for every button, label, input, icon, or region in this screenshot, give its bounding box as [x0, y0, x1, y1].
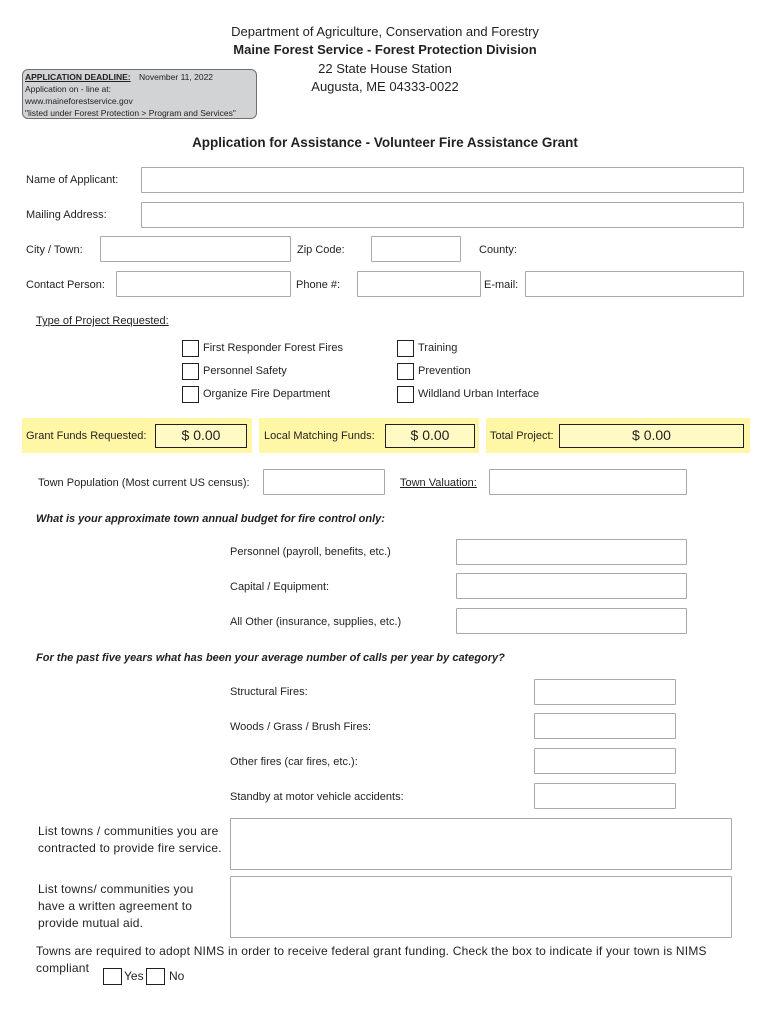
option-personnel-safety: Personnel Safety	[203, 365, 287, 377]
zip-input[interactable]	[371, 236, 461, 262]
local-funds-label: Local Matching Funds:	[264, 430, 375, 442]
contracted-label-line2: contracted to provide fire service.	[38, 841, 222, 855]
nims-statement: Towns are required to adopt NIMS in order to receive federal grant funding. Check the box to indicate if your town is NIMS	[36, 944, 707, 958]
checkbox-first-responder[interactable]	[182, 340, 199, 357]
checkbox-wildland[interactable]	[397, 386, 414, 403]
capital-label: Capital / Equipment:	[230, 581, 330, 593]
nims-no-checkbox[interactable]	[146, 968, 165, 985]
contracted-label-line1: List towns / communities you are	[38, 824, 219, 838]
standby-label: Standby at motor vehicle accidents:	[230, 791, 404, 803]
deadline-online: Application on - line at:	[25, 84, 111, 94]
mutual-aid-line3: provide mutual aid.	[38, 916, 144, 930]
population-label: Town Population (Most current US census):	[38, 477, 250, 489]
mailing-input[interactable]	[141, 202, 744, 228]
standby-input[interactable]	[534, 783, 676, 809]
deadline-date: November 11, 2022	[139, 72, 214, 82]
mutual-aid-label	[38, 881, 193, 932]
valuation-input[interactable]	[489, 469, 687, 495]
checkbox-organize-fd[interactable]	[182, 386, 199, 403]
mailing-label: Mailing Address:	[26, 209, 107, 221]
option-organize-fd: Organize Fire Department	[203, 388, 331, 400]
project-type-heading: Type of Project Requested:	[36, 315, 169, 327]
local-funds-input[interactable]: $ 0.00	[385, 424, 475, 448]
mutual-aid-textarea[interactable]	[230, 876, 732, 938]
allother-label: All Other (insurance, supplies, etc.)	[230, 616, 402, 628]
deadline-note: "listed under Forest Protection > Program and Services"	[25, 108, 236, 118]
nims-yes-checkbox[interactable]	[103, 968, 122, 985]
checkbox-personnel-safety[interactable]	[182, 363, 199, 380]
city-line: Augusta, ME 04333-0022	[311, 79, 459, 94]
structural-input[interactable]	[534, 679, 676, 705]
grant-funds-input[interactable]: $ 0.00	[155, 424, 247, 448]
personnel-input[interactable]	[456, 539, 687, 565]
nims-no-label: No	[169, 969, 185, 983]
total-project-input[interactable]: $ 0.00	[559, 424, 744, 448]
checkbox-prevention[interactable]	[397, 363, 414, 380]
mutual-aid-line1: List towns/ communities you	[38, 882, 194, 896]
email-input[interactable]	[525, 271, 744, 297]
allother-input[interactable]	[456, 608, 687, 634]
deadline-url: www.maineforestservice.gov	[25, 96, 133, 106]
phone-input[interactable]	[357, 271, 481, 297]
deadline-box	[22, 69, 257, 119]
otherfires-input[interactable]	[534, 748, 676, 774]
form-title: Application for Assistance - Volunteer Fire Assistance Grant	[192, 135, 578, 150]
checkbox-training[interactable]	[397, 340, 414, 357]
name-input[interactable]	[141, 167, 744, 193]
phone-label: Phone #:	[296, 279, 341, 291]
mutual-aid-line2: have a written agreement to	[38, 899, 193, 913]
option-prevention: Prevention	[418, 365, 471, 377]
population-input[interactable]	[263, 469, 385, 495]
option-first-responder: First Responder Forest Fires	[203, 342, 343, 354]
option-training: Training	[418, 342, 458, 354]
city-label: City / Town:	[26, 244, 83, 256]
city-input[interactable]	[100, 236, 291, 262]
contracted-label	[38, 823, 222, 857]
name-label: Name of Applicant:	[26, 174, 119, 186]
calls-question: For the past five years what has been your average number of calls per year by category?	[36, 652, 505, 664]
total-project-label: Total Project:	[490, 430, 554, 442]
capital-input[interactable]	[456, 573, 687, 599]
woods-label: Woods / Grass / Brush Fires:	[230, 721, 372, 733]
deadline-label: APPLICATION DEADLINE:	[25, 72, 131, 82]
department-name: Department of Agriculture, Conservation and Forestry	[231, 24, 539, 39]
grant-funds-label: Grant Funds Requested:	[26, 430, 147, 442]
contracted-textarea[interactable]	[230, 818, 732, 870]
nims-compliant-label: compliant	[36, 961, 90, 975]
contact-label: Contact Person:	[26, 279, 105, 291]
woods-input[interactable]	[534, 713, 676, 739]
personnel-label: Personnel (payroll, benefits, etc.)	[230, 546, 391, 558]
zip-label: Zip Code:	[297, 244, 345, 256]
email-label: E-mail:	[484, 279, 519, 291]
option-wildland: Wildland Urban Interface	[418, 388, 540, 400]
otherfires-label: Other fires (car fires, etc.):	[230, 756, 358, 768]
contact-input[interactable]	[116, 271, 291, 297]
division-name: Maine Forest Service - Forest Protection Division	[233, 42, 537, 57]
budget-question: What is your approximate town annual budget for fire control only:	[36, 513, 385, 525]
structural-label: Structural Fires:	[230, 686, 308, 698]
valuation-label: Town Valuation:	[400, 477, 477, 489]
address-line: 22 State House Station	[318, 61, 452, 76]
county-label: County:	[479, 244, 517, 256]
nims-yes-label: Yes	[124, 969, 144, 983]
